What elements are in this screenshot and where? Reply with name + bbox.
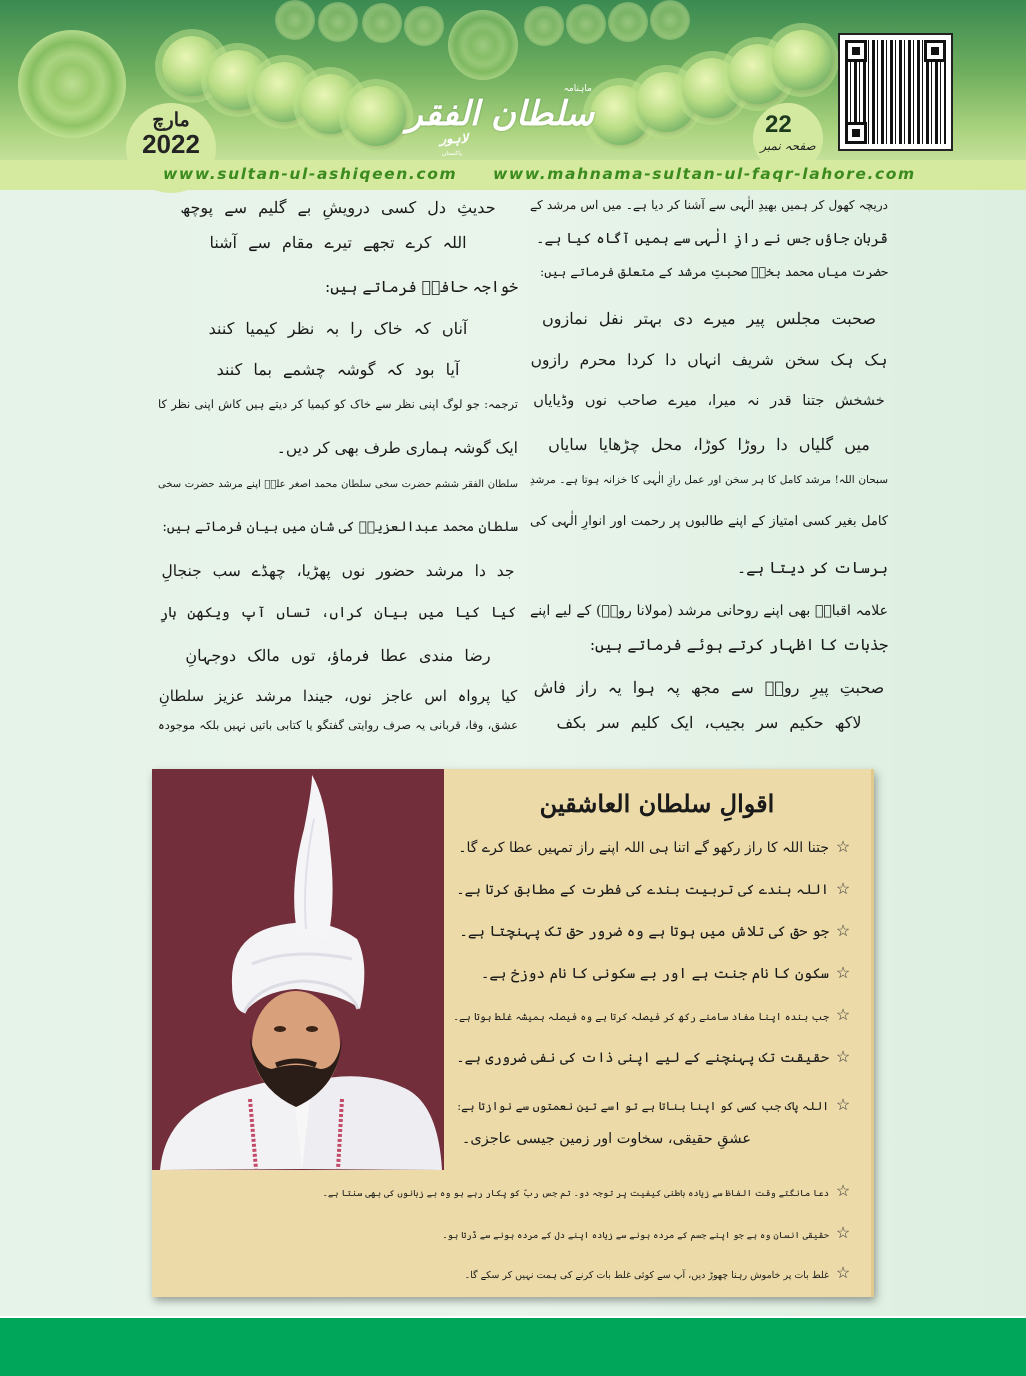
verse-line: میں گلیاں دا روڑا کوڑا، محل چڑھایا سایاں — [548, 435, 870, 454]
portrait-image — [152, 769, 444, 1170]
decorative-rosette-icon — [275, 0, 315, 40]
star-icon: ☆ — [835, 879, 851, 898]
star-icon: ☆ — [835, 1263, 851, 1282]
quote-item — [459, 921, 857, 940]
verse-line: آناں کہ خاک را بہ نظر کیمیا کنند — [208, 319, 468, 338]
quote-text: حقیقت تک پہنچنے کے لیے اپنی ذات کی نفی ضروری ہے۔ — [456, 1050, 829, 1066]
quote-item — [442, 1223, 857, 1242]
star-icon: ☆ — [835, 1223, 851, 1242]
text-line: سلطان الفقر ششم حضرت سخی سلطان محمد اصغر علیؒ اپنے مرشد حضرت سخی — [158, 479, 518, 490]
decorative-plate-icon — [772, 30, 832, 90]
quote-text: عشقِ حقیقی، سخاوت اور زمین جیسی عاجزی۔ — [461, 1131, 751, 1147]
text-line: دریچہ کھول کر ہمیں بھیدِ الٰہی سے آشنا کر دیا ہے۔ میں اس مرشد کے — [530, 198, 888, 212]
star-icon: ☆ — [835, 837, 851, 856]
verse-line: اللہ کرے تجھے تیرے مقام سے آشنا — [209, 233, 467, 252]
decorative-rosette-icon — [566, 4, 606, 44]
text-line: ایک گوشہ ہماری طرف بھی کر دیں۔ — [276, 439, 518, 457]
quote-item — [481, 963, 857, 982]
website-link-ashiqeen[interactable]: www.sultan-ul-ashiqeen.com — [163, 165, 458, 183]
quote-text: حقیقی انسان وہ ہے جو اپنے جسم کے مردہ ہونے سے زیادہ اپنے دل کے مردہ ہونے سے ڈرتا ہو۔ — [442, 1231, 829, 1241]
decorative-rosette-icon — [448, 10, 518, 80]
star-icon: ☆ — [835, 1047, 851, 1066]
quote-text: اللہ بندے کی تربیت بندے کی فطرت کے مطابق کرتا ہے۔ — [456, 882, 829, 898]
text-line: خواجہ حافظؒ فرماتے ہیں: — [324, 278, 518, 296]
logo-subtitle: ماہنامہ — [563, 84, 592, 94]
qr-finder-marker — [845, 122, 867, 144]
quote-text: اللہ پاک جب کسی کو اپنا بناتا ہے تو اسے تین نعمتوں سے نوازتا ہے: — [457, 1099, 829, 1113]
verse-line: کیا پرواہ اس عاجز نوں، جیندا مرشد عزیز سلطانِ — [158, 687, 518, 705]
decorative-rosette-icon — [362, 3, 402, 43]
verse-line: صحبتِ پیرِ رومؒ سے مجھ پہ ہوا یہ راز فاش — [533, 678, 885, 697]
text-line: عشق، وفا، قربانی یہ صرف روایتی گفتگو یا کتابی باتیں نہیں بلکہ موجودہ — [158, 718, 518, 732]
verse-line: آیا بود کہ گوشہ چشمے بما کنند — [216, 360, 460, 379]
logo-country: پاکستان — [442, 150, 462, 157]
quote-text: جو حق کی تلاش میں ہوتا ہے وہ ضرور حق تک پہنچتا ہے۔ — [459, 924, 829, 940]
decorative-rosette-icon — [18, 30, 126, 138]
text-line: کامل بغیر کسی امتیاز کے اپنے طالبوں پر رحمت اور انوارِ الٰہی کی — [530, 514, 888, 529]
star-icon: ☆ — [835, 1095, 851, 1114]
verse-line: کیا کیا میں بیان کراں، تساں آپ ویکھن ہارِ — [159, 605, 517, 621]
text-line: ترجمہ: جو لوگ اپنی نظر سے خاک کو کیمیا کر دیتے ہیں کاش اپنی نظر کا — [158, 397, 518, 411]
decorative-rosette-icon — [650, 0, 690, 40]
quote-item — [456, 1047, 857, 1066]
text-line: سبحان اللہ! مرشد کامل کا ہر سخن اور عمل رازِ الٰہی کا خزانہ ہوتا ہے۔ مرشدِ — [530, 474, 888, 486]
verse-line: خشخش جتنا قدر نہ میرا، میرے صاحب نوں وڈیایاں — [533, 393, 885, 409]
qr-code-pattern — [845, 40, 946, 144]
quotes-box — [152, 769, 874, 1297]
qr-code-icon[interactable] — [838, 33, 953, 151]
text-line: سلطان محمد عبدالعزیزؒ کی شان میں بیان فرماتے ہیں: — [162, 519, 518, 535]
decorative-plate-icon — [346, 86, 406, 146]
decorative-rosette-icon — [404, 6, 444, 46]
magazine-logo — [406, 84, 600, 160]
footer-band — [0, 1318, 1026, 1376]
quote-text: سکون کا نام جنت ہے اور بے سکونی کا نام دوزخ ہے۔ — [480, 966, 829, 982]
issue-year: 2022 — [142, 129, 200, 159]
verse-line: رضا مندی عطا فرماؤ، توں مالک دوجہانِ — [185, 646, 491, 665]
text-line: برسات کر دیتا ہے۔ — [736, 559, 888, 577]
logo-city: لاہور — [440, 132, 469, 147]
quotes-title: اقوالِ سلطان العاشقین — [539, 789, 775, 818]
star-icon: ☆ — [835, 921, 851, 940]
star-icon: ☆ — [835, 963, 851, 982]
qr-finder-marker — [845, 40, 867, 62]
decorative-rosette-icon — [524, 6, 564, 46]
text-line: قربان جاؤں جس نے رازِ الٰہی سے ہمیں آگاہ کیا ہے۔ — [536, 231, 888, 247]
text-line: حضرت میاں محمد بخشؒ صحبتِ مرشد کے متعلق فرماتے ہیں: — [540, 264, 888, 279]
logo-title: سلطان الفقر — [406, 94, 594, 134]
website-link-mahnama[interactable]: www.mahnama-sultan-ul-faqr-lahore.com — [493, 165, 916, 183]
text-line: جذبات کا اظہار کرتے ہوئے فرماتے ہیں: — [589, 636, 888, 654]
verse-line: حدیثِ دل کسی درویشِ بے گلیم سے پوچھ — [180, 198, 496, 217]
quote-item — [323, 1181, 857, 1200]
quote-item — [456, 879, 857, 898]
verse-line: لاکھ حکیم سر بجیب، ایک کلیم سر بکف — [556, 713, 862, 732]
verse-line: ہک ہک سخن شریف انہاں دا کردا محرم رازوں — [530, 351, 888, 369]
quote-text: دعا مانگتے وقت الفاظ سے زیادہ باطنی کیفیت پر توجہ دو۔ تم جس ربّ کو پکار رہے ہو وہ بے زبانوں کی بھی سنتا ہے۔ — [322, 1189, 829, 1199]
verse-line: جد دا مرشد حضور نوں پھڑیا، چھڈے سب جنجالِ — [161, 562, 515, 580]
decorative-rosette-icon — [318, 2, 358, 42]
quote-item — [457, 1095, 857, 1114]
quote-text: غلط بات پر خاموش رہنا چھوڑ دیں، آپ سے کوئی غلط بات کرنے کی ہمت نہیں کر سکے گا۔ — [464, 1270, 829, 1281]
quote-item — [458, 837, 857, 856]
quote-item — [453, 1005, 857, 1024]
decorative-rosette-icon — [608, 2, 648, 42]
star-icon: ☆ — [835, 1181, 851, 1200]
quote-item — [465, 1263, 857, 1282]
verse-line: صحبت مجلس پیر میرے دی بہتر نفل نمازوں — [542, 309, 876, 328]
qr-finder-marker — [924, 40, 946, 62]
quote-text: جتنا اللہ کا راز رکھو گے اتنا ہی اللہ اپنے راز تمہیں عطا کرے گا۔ — [458, 840, 829, 856]
issue-month: مارچ — [152, 109, 190, 131]
quote-text: جب بندہ اپنا مفاد سامنے رکھ کر فیصلہ کرتا ہے وہ فیصلہ ہمیشہ غلط ہوتا ہے۔ — [453, 1012, 829, 1023]
text-line: علامہ اقبالؒ بھی اپنے روحانی مرشد (مولانا رومؒ) کے لیے اپنے — [530, 603, 888, 619]
star-icon: ☆ — [835, 1005, 851, 1024]
page-number-label: صفحہ نمبر — [760, 139, 816, 153]
quote-sub-item — [462, 1131, 751, 1147]
page-number: 22 — [765, 111, 792, 138]
portrait-figure-icon — [152, 769, 444, 1170]
